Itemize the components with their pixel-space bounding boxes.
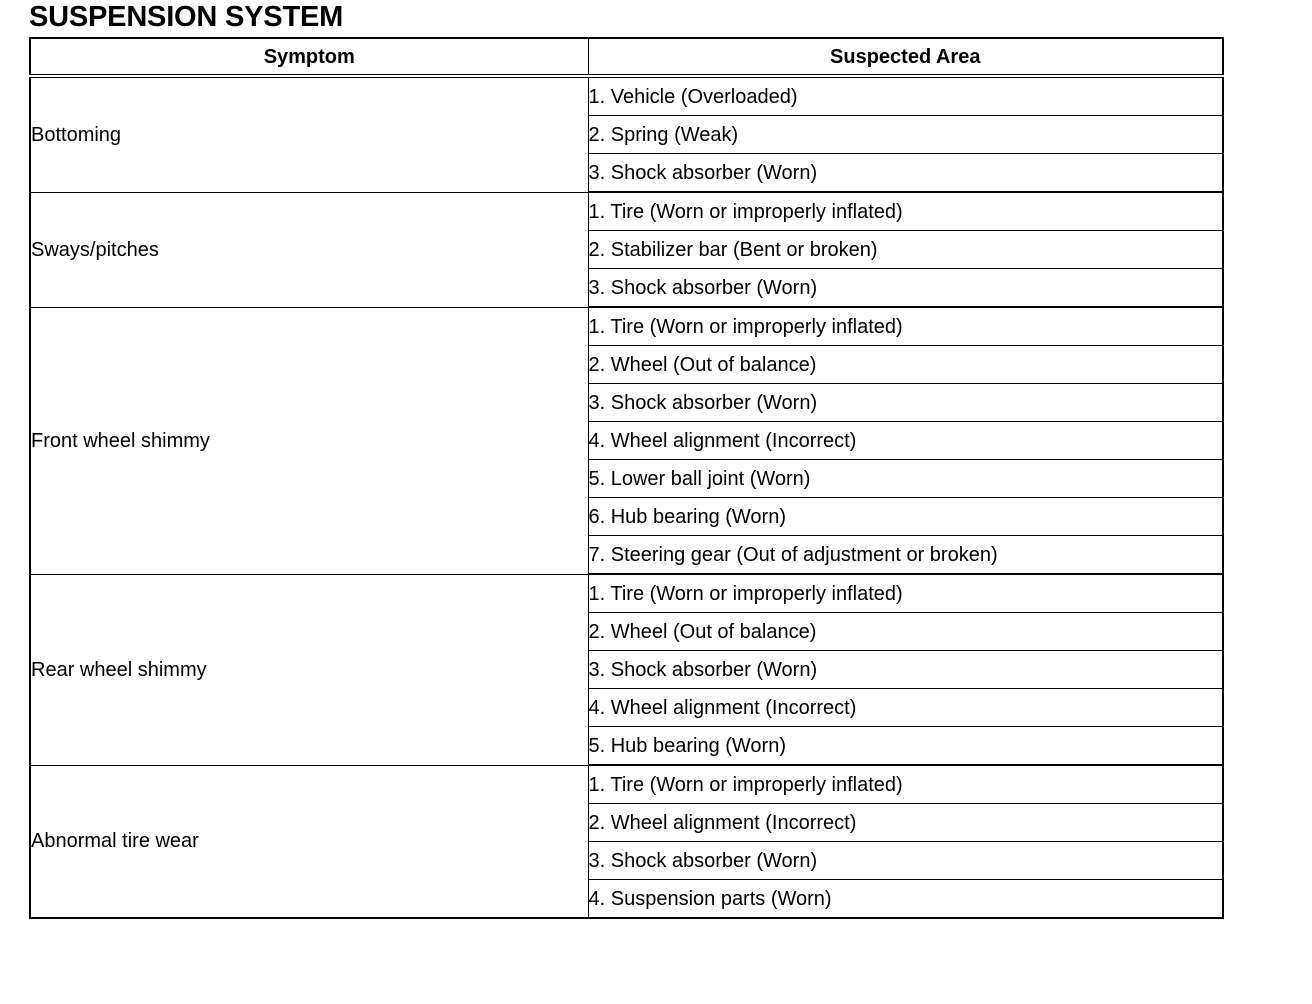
table-row — [30, 574, 1223, 613]
column-header-suspected-area: Suspected Area — [588, 38, 1223, 76]
table-row — [30, 765, 1223, 804]
suspected-area-cell: 5. Lower ball joint (Worn) — [588, 460, 1223, 498]
suspected-area-cell: 3. Shock absorber (Worn) — [588, 384, 1223, 422]
suspected-area-cell: 6. Hub bearing (Worn) — [588, 498, 1223, 536]
suspected-area-cell: 2. Wheel alignment (Incorrect) — [588, 804, 1223, 842]
table-row — [30, 307, 1223, 346]
suspected-area-cell: 1. Tire (Worn or improperly inflated) — [588, 307, 1223, 346]
page-title: SUSPENSION SYSTEM — [29, 1, 344, 33]
suspected-area-cell: 4. Suspension parts (Worn) — [588, 880, 1223, 919]
suspected-area-cell: 5. Hub bearing (Worn) — [588, 727, 1223, 766]
suspected-area-cell: 3. Shock absorber (Worn) — [588, 842, 1223, 880]
symptom-cell: Front wheel shimmy — [30, 307, 588, 574]
suspected-area-cell: 1. Tire (Worn or improperly inflated) — [588, 574, 1223, 613]
symptom-cell: Abnormal tire wear — [30, 765, 588, 918]
table-body — [30, 76, 1223, 918]
suspected-area-cell: 4. Wheel alignment (Incorrect) — [588, 422, 1223, 460]
table-row — [30, 76, 1223, 116]
table-row — [30, 192, 1223, 231]
symptom-cell: Rear wheel shimmy — [30, 574, 588, 765]
suspected-area-cell: 1. Tire (Worn or improperly inflated) — [588, 765, 1223, 804]
symptom-table — [29, 37, 1224, 919]
suspected-area-cell: 2. Wheel (Out of balance) — [588, 346, 1223, 384]
suspected-area-cell: 2. Spring (Weak) — [588, 116, 1223, 154]
suspected-area-cell: 7. Steering gear (Out of adjustment or broken) — [588, 536, 1223, 575]
table-header-row — [30, 38, 1223, 76]
suspected-area-cell: 3. Shock absorber (Worn) — [588, 154, 1223, 193]
suspected-area-cell: 2. Stabilizer bar (Bent or broken) — [588, 231, 1223, 269]
suspected-area-cell: 4. Wheel alignment (Incorrect) — [588, 689, 1223, 727]
suspected-area-cell: 2. Wheel (Out of balance) — [588, 613, 1223, 651]
suspected-area-cell: 3. Shock absorber (Worn) — [588, 651, 1223, 689]
suspected-area-cell: 1. Vehicle (Overloaded) — [588, 76, 1223, 116]
column-header-symptom: Symptom — [30, 38, 588, 76]
symptom-cell: Sways/pitches — [30, 192, 588, 307]
suspected-area-cell: 1. Tire (Worn or improperly inflated) — [588, 192, 1223, 231]
symptom-cell: Bottoming — [30, 76, 588, 192]
suspected-area-cell: 3. Shock absorber (Worn) — [588, 269, 1223, 308]
